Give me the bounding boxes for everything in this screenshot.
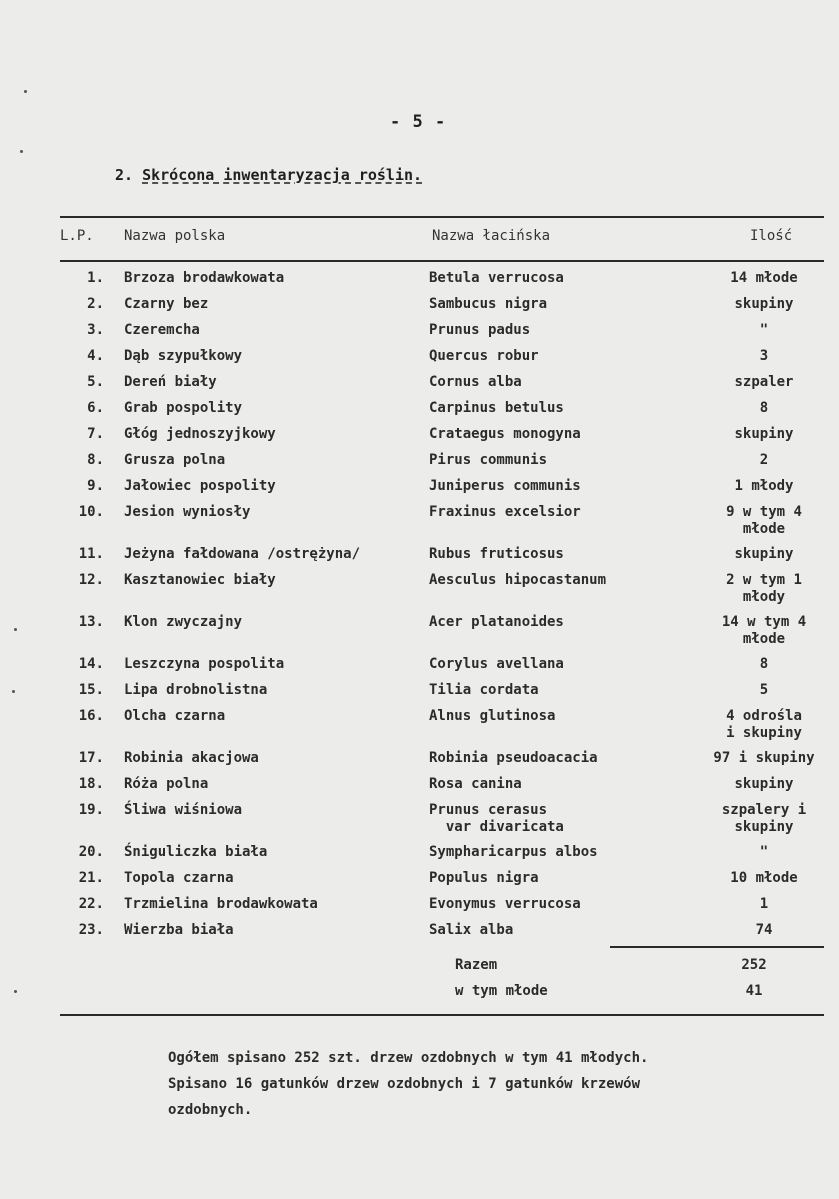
quantity: szpalery i skupiny bbox=[721, 802, 807, 835]
quantity: " bbox=[759, 844, 769, 860]
header-quantity: Ilość bbox=[750, 228, 793, 244]
scan-speck bbox=[14, 628, 17, 631]
polish-name: Robinia akacjowa bbox=[124, 750, 259, 766]
polish-name: Śliwa wiśniowa bbox=[124, 802, 243, 818]
quantity: 14 w tym 4 młode bbox=[721, 614, 807, 647]
row-number: 5. bbox=[87, 374, 104, 390]
latin-name: Quercus robur bbox=[429, 348, 539, 364]
header-polish-name: Nazwa polska bbox=[124, 228, 226, 244]
quantity: skupiny bbox=[734, 776, 794, 792]
polish-name: Olcha czarna bbox=[124, 708, 226, 724]
latin-name: Prunus padus bbox=[429, 322, 531, 338]
row-number: 22. bbox=[78, 896, 104, 912]
quantity: 2 bbox=[759, 452, 769, 468]
latin-name: Acer platanoides bbox=[429, 614, 564, 630]
quantity: 2 w tym 1 młody bbox=[726, 572, 802, 605]
quantity: 1 bbox=[759, 896, 769, 912]
latin-name: Pirus communis bbox=[429, 452, 548, 468]
latin-name: Salix alba bbox=[429, 922, 514, 938]
table-bottom-rule bbox=[60, 1014, 824, 1016]
row-number: 7. bbox=[87, 426, 104, 442]
quantity: 4 odrośla i skupiny bbox=[726, 708, 802, 741]
polish-name: Kasztanowiec biały bbox=[124, 572, 276, 588]
latin-name: Rubus fruticosus bbox=[429, 546, 564, 562]
section-heading bbox=[115, 166, 422, 184]
polish-name: Dereń biały bbox=[124, 374, 217, 390]
row-number: 3. bbox=[87, 322, 104, 338]
page-number: - 5 - bbox=[390, 112, 447, 132]
summary-paragraph bbox=[168, 1045, 788, 1123]
quantity: 14 młode bbox=[730, 270, 798, 286]
young-total-value: 41 bbox=[745, 983, 763, 999]
latin-name: Juniperus communis bbox=[429, 478, 581, 494]
quantity: 9 w tym 4 młode bbox=[726, 504, 802, 537]
young-total-label: w tym młode bbox=[455, 983, 548, 999]
row-number: 18. bbox=[78, 776, 104, 792]
section-title: Skrócona inwentaryzacja roślin. bbox=[142, 166, 423, 184]
polish-name: Klon zwyczajny bbox=[124, 614, 243, 630]
row-number: 13. bbox=[78, 614, 104, 630]
row-number: 21. bbox=[78, 870, 104, 886]
polish-name: Trzmielina brodawkowata bbox=[124, 896, 318, 912]
polish-name: Jesion wyniosły bbox=[124, 504, 251, 520]
scan-speck bbox=[12, 690, 15, 693]
scan-speck bbox=[24, 90, 27, 93]
row-number: 12. bbox=[78, 572, 104, 588]
latin-name: Sympharicarpus albos bbox=[429, 844, 598, 860]
header-latin-name: Nazwa łacińska bbox=[432, 228, 551, 244]
header-rule bbox=[60, 260, 824, 262]
latin-name: Crataegus monogyna bbox=[429, 426, 581, 442]
polish-name: Śniguliczka biała bbox=[124, 844, 268, 860]
latin-name: Cornus alba bbox=[429, 374, 522, 390]
row-number: 10. bbox=[78, 504, 104, 520]
header-lp: L.P. bbox=[60, 228, 94, 244]
quantity: 8 bbox=[759, 400, 769, 416]
polish-name: Grab pospolity bbox=[124, 400, 243, 416]
polish-name: Wierzba biała bbox=[124, 922, 234, 938]
polish-name: Dąb szypułkowy bbox=[124, 348, 243, 364]
latin-name: Betula verrucosa bbox=[429, 270, 564, 286]
quantity: 10 młode bbox=[730, 870, 798, 886]
quantity: skupiny bbox=[734, 296, 794, 312]
quantity: 3 bbox=[759, 348, 769, 364]
quantity: 97 i skupiny bbox=[713, 750, 815, 766]
row-number: 4. bbox=[87, 348, 104, 364]
latin-name: Robinia pseudoacacia bbox=[429, 750, 598, 766]
latin-name: Rosa canina bbox=[429, 776, 522, 792]
polish-name: Jeżyna fałdowana /ostrężyna/ bbox=[124, 546, 361, 562]
scan-speck bbox=[20, 150, 23, 153]
latin-name: Populus nigra bbox=[429, 870, 539, 886]
polish-name: Topola czarna bbox=[124, 870, 234, 886]
row-number: 14. bbox=[78, 656, 104, 672]
latin-name: Aesculus hipocastanum bbox=[429, 572, 607, 588]
latin-name: Sambucus nigra bbox=[429, 296, 548, 312]
quantity: skupiny bbox=[734, 426, 794, 442]
polish-name: Czeremcha bbox=[124, 322, 200, 338]
polish-name: Lipa drobnolistna bbox=[124, 682, 268, 698]
table-top-rule bbox=[60, 216, 824, 218]
polish-name: Głóg jednoszyjkowy bbox=[124, 426, 276, 442]
summary-line: Spisano 16 gatunków drzew ozdobnych i 7 gatunków krzewów bbox=[168, 1076, 641, 1092]
latin-name: Evonymus verrucosa bbox=[429, 896, 581, 912]
row-number: 17. bbox=[78, 750, 104, 766]
row-number: 15. bbox=[78, 682, 104, 698]
latin-name: Fraxinus excelsior bbox=[429, 504, 581, 520]
summary-line: ozdobnych. bbox=[168, 1102, 253, 1118]
quantity: szpaler bbox=[734, 374, 794, 390]
quantity: 74 bbox=[755, 922, 773, 938]
row-number: 1. bbox=[87, 270, 104, 286]
latin-name: Tilia cordata bbox=[429, 682, 539, 698]
totals-rule bbox=[610, 946, 824, 948]
row-number: 2. bbox=[87, 296, 104, 312]
polish-name: Róża polna bbox=[124, 776, 209, 792]
row-number: 9. bbox=[87, 478, 104, 494]
row-number: 20. bbox=[78, 844, 104, 860]
row-number: 19. bbox=[78, 802, 104, 818]
polish-name: Leszczyna pospolita bbox=[124, 656, 285, 672]
quantity: 5 bbox=[759, 682, 769, 698]
latin-name: Prunus cerasus var divaricata bbox=[429, 802, 564, 835]
scan-speck bbox=[14, 990, 17, 993]
latin-name: Carpinus betulus bbox=[429, 400, 564, 416]
polish-name: Czarny bez bbox=[124, 296, 209, 312]
polish-name: Grusza polna bbox=[124, 452, 226, 468]
row-number: 23. bbox=[78, 922, 104, 938]
quantity: 1 młody bbox=[734, 478, 794, 494]
row-number: 11. bbox=[78, 546, 104, 562]
quantity: skupiny bbox=[734, 546, 794, 562]
section-number: 2. bbox=[115, 166, 134, 184]
row-number: 8. bbox=[87, 452, 104, 468]
polish-name: Jałowiec pospolity bbox=[124, 478, 276, 494]
summary-line: Ogółem spisano 252 szt. drzew ozdobnych w tym 41 młodych. bbox=[168, 1050, 649, 1066]
latin-name: Corylus avellana bbox=[429, 656, 564, 672]
total-value: 252 bbox=[741, 957, 767, 973]
quantity: 8 bbox=[759, 656, 769, 672]
quantity: " bbox=[759, 322, 769, 338]
row-number: 16. bbox=[78, 708, 104, 724]
total-label: Razem bbox=[455, 957, 498, 973]
polish-name: Brzoza brodawkowata bbox=[124, 270, 285, 286]
row-number: 6. bbox=[87, 400, 104, 416]
latin-name: Alnus glutinosa bbox=[429, 708, 556, 724]
